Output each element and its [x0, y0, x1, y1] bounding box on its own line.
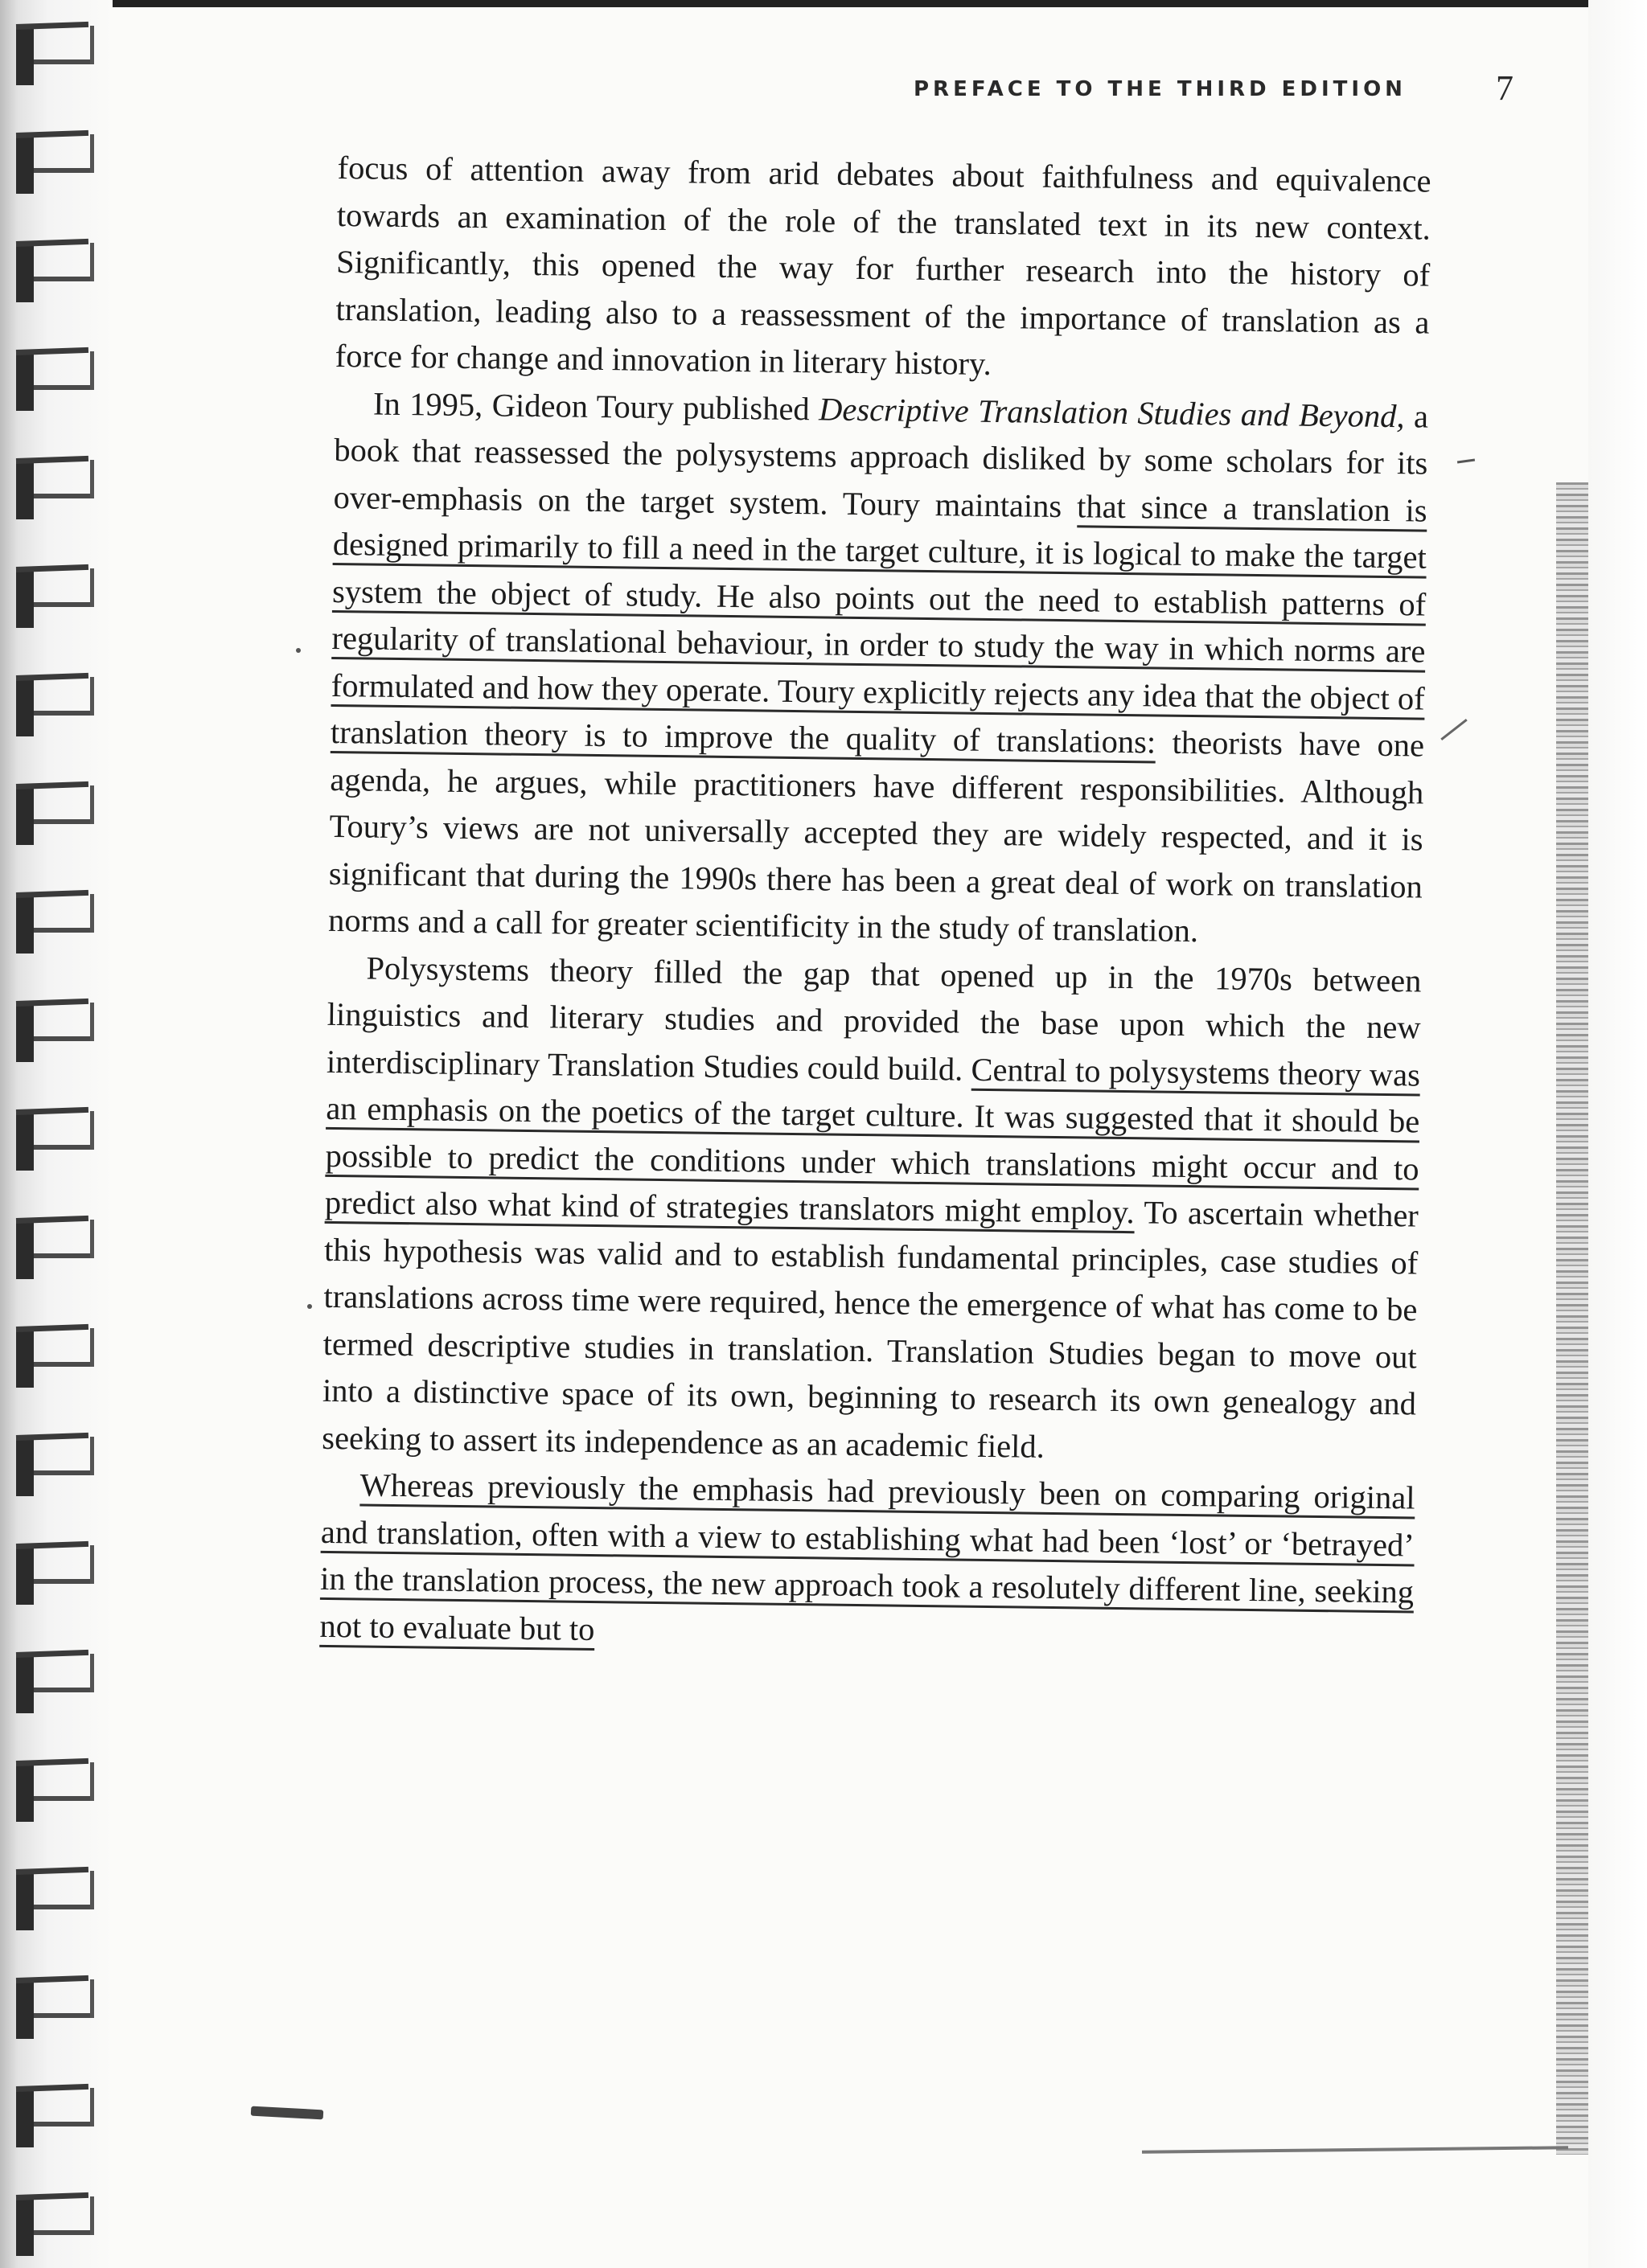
binding-coil — [16, 1544, 97, 1605]
binding-coil — [16, 1001, 97, 1062]
binding-coil — [16, 567, 97, 628]
page-number: 7 — [1496, 68, 1514, 108]
paragraph-2-text-a: a book that reassessed the polysystems approach disliked by some scholars for its over-emphasis on the target system. Toury maintains — [333, 397, 1429, 524]
right-page-edge — [1556, 482, 1588, 2155]
spiral-binding — [0, 0, 113, 2268]
paragraph-2-text-b: theorists have one agenda, he argues, while practitioners have different responsibilities. Although Toury’s views are not universally accepted they are widely respected, and it is significant that during the 1990s there has been a great deal of work on translation norms and a call for greater scientificity in the study of translation. — [327, 724, 1425, 949]
running-head: PREFACE TO THE THIRD EDITION — [914, 77, 1407, 101]
binding-coil — [16, 458, 97, 519]
binding-coil — [16, 2195, 97, 2256]
paragraph-3-text-a: Polysystems theory filled the gap that opened up in the 1970s between linguistics and literary studies and provided the base upon which the new interdisciplinary Translation Studies could build. — [326, 949, 1422, 1088]
underlined-passage-1: that since a translation is designed primarily to fill a need in the target culture, it is logical to make the target system the object of study. He also points out the need to establish patterns of regularity of translational behaviour, in order to study the way in which norms are formulated and how they operate. Toury explicitly rejects any idea that the object of translation theory is to improve the quality of translations: — [331, 488, 1427, 764]
binding-coil — [16, 1652, 97, 1713]
right-page-shadow — [1588, 0, 1647, 2268]
binding-coil — [16, 350, 97, 411]
paragraph-4 — [319, 1462, 1415, 1663]
binding-coil — [16, 784, 97, 845]
ink-smudge — [251, 2106, 324, 2120]
pen-dot — [307, 1304, 312, 1309]
binding-coil — [16, 24, 97, 85]
underlined-passage-3: Whereas previously the emphasis had previously been on comparing original and translation, often with a view to establishing what had been ‘lost’ or ‘betrayed’ in the translation process, the new approach took a resolutely different line, seeking not to evaluate but to — [319, 1466, 1415, 1650]
pen-mark — [1457, 458, 1475, 463]
binding-coil — [16, 1978, 97, 2039]
paragraph-1: focus of attention away from arid debates about faithfulness and equivalence towards an examination of the role of the translated text in its new context. Significantly, this opened the way for further research into the history of translation, leading also to a reassessment of the importance of translation as a force for change and innovation in literary history. — [335, 149, 1431, 382]
paragraph-2 — [328, 379, 1428, 958]
binding-coil — [16, 892, 97, 954]
binding-coil — [16, 1218, 97, 1279]
binding-coil — [16, 2086, 97, 2147]
paragraph-3 — [322, 944, 1422, 1474]
binding-coil — [16, 1869, 97, 1930]
body-text — [319, 145, 1431, 1663]
pen-dot — [296, 648, 301, 653]
binding-coil — [16, 1761, 97, 1822]
binding-coil — [16, 133, 97, 194]
book-title: Descriptive Translation Studies and Beyond, — [818, 390, 1405, 434]
bottom-page-edge — [1142, 2146, 1568, 2154]
binding-coil — [16, 241, 97, 302]
underlined-passage-2: Central to polysystems theory was an emphasis on the poetics of the target culture. It was suggested that it should be possible to predict the conditions under which translations might occur and to predict also what kind of strategies translators might employ. — [325, 1051, 1421, 1233]
paragraph-3-text-b: To ascertain whether this hypothesis was valid and to establish fundamental principles, case studies of translations across time were required, hence the emergence of what has come to be termed descriptive studies in translation. Translation Studies began to move out into a distinctive space of its own, beginning to research its own genealogy and seeking to assert its independence as an academic field. — [322, 1194, 1419, 1465]
pen-mark — [1440, 719, 1467, 740]
top-page-edge — [0, 0, 1647, 7]
binding-coil — [16, 1109, 97, 1171]
binding-coil — [16, 1327, 97, 1388]
binding-coil — [16, 675, 97, 736]
binding-coil — [16, 1435, 97, 1496]
paragraph-2-intro: In 1995, Gideon Toury published — [372, 385, 819, 427]
